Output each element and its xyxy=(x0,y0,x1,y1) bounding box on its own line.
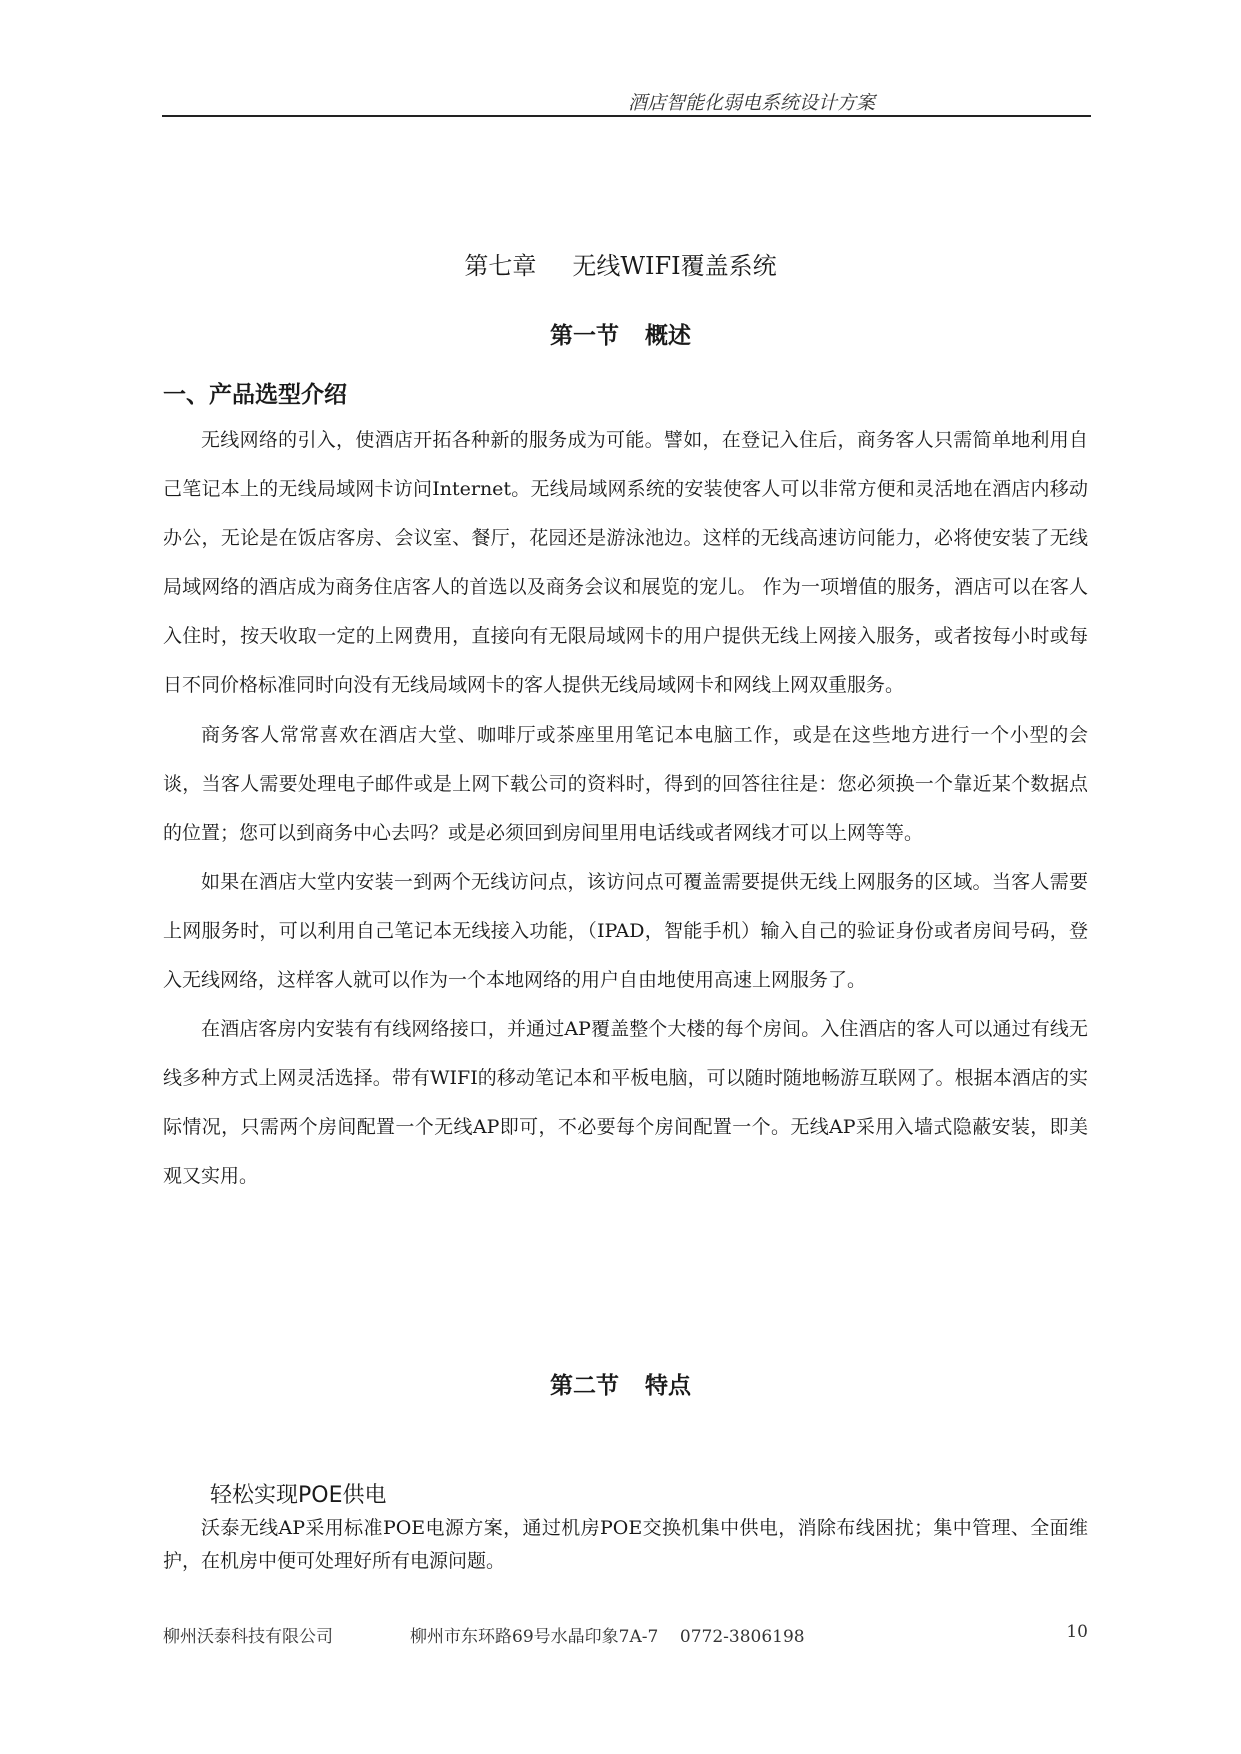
paragraph-2: 商务客人常常喜欢在酒店大堂、咖啡厅或茶座里用笔记本电脑工作，或是在这些地方进行一个小型的会谈，当客人需要处理电子邮件或是上网下载公司的资料时，得到的回答往往是：您必须换一个靠近某个数据点的位置；您可以到商务中心去吗？或是必须回到房间里用电话线或者网线才可以上网等等。 xyxy=(163,723,1088,844)
feature-heading: 轻松实现POE供电 xyxy=(210,1483,387,1508)
chapter-number: 第七章 xyxy=(464,252,537,280)
header-divider xyxy=(162,115,1091,117)
section-title-1 xyxy=(0,317,1241,350)
section-name-2: 特点 xyxy=(645,1373,691,1399)
section-title-2 xyxy=(0,1367,1241,1400)
chapter-title xyxy=(0,246,1241,281)
body-text xyxy=(163,416,1088,1202)
page-number: 10 xyxy=(1066,1622,1088,1642)
footer-company: 柳州沃泰科技有限公司 xyxy=(163,1627,333,1647)
chapter-name: 无线WIFI覆盖系统 xyxy=(572,252,777,280)
section-name-1: 概述 xyxy=(645,323,691,349)
section-number-2: 第二节 xyxy=(550,1373,619,1399)
paragraph-3: 如果在酒店大堂内安装一到两个无线访问点，该访问点可覆盖需要提供无线上网服务的区域。当客人需要上网服务时，可以利用自己笔记本无线接入功能，（IPAD，智能手机）输入自己的验证身份或者房间号码，登入无线网络，这样客人就可以作为一个本地网络的用户自由地使用高速上网服务了。 xyxy=(163,870,1088,992)
footer-address: 柳州市东环路69号水晶印象7A-7 0772-3806198 xyxy=(410,1627,805,1647)
feature-text: 沃泰无线AP采用标准POE电源方案，通过机房POE交换机集中供电，消除布线困扰；集中管理、全面维护，在机房中便可处理好所有电源问题。 xyxy=(163,1517,1088,1572)
subheading: 一、产品选型介绍 xyxy=(163,382,347,408)
section-number-1: 第一节 xyxy=(550,323,619,349)
paragraph-1: 无线网络的引入，使酒店开拓各种新的服务成为可能。譬如，在登记入住后，商务客人只需简单地利用自己笔记本上的无线局域网卡访问Internet。无线局域网系统的安装使客人可以非常方便和灵活地在酒店内移动办公，无论是在饭店客房、会议室、餐厅，花园还是游泳池边。这样的无线高速访问能力，必将使安装了无线局域网络的酒店成为商务住店客人的首选以及商务会议和展览的宠儿。 作为一项增值的服务，酒店可以在客人入住时，按天收取一定的上网费用，直接向有无限局域网卡的用户提供无线上网接入服务，或者按每小时或每日不同价格标准同时向没有无线局域网卡的客人提供无线局域网卡和网线上网双重服务。 xyxy=(163,429,1088,697)
paragraph-4: 在酒店客房内安装有有线网络接口，并通过AP覆盖整个大楼的每个房间。入住酒店的客人可以通过有线无线多种方式上网灵活选择。带有WIFI的移动笔记本和平板电脑，可以随时随地畅游互联网了。根据本酒店的实际情况，只需两个房间配置一个无线AP即可，不必要每个房间配置一个。无线AP采用入墙式隐蔽安装，即美观又实用。 xyxy=(163,1018,1088,1188)
running-header: 酒店智能化弱电系统设计方案 xyxy=(627,92,875,114)
